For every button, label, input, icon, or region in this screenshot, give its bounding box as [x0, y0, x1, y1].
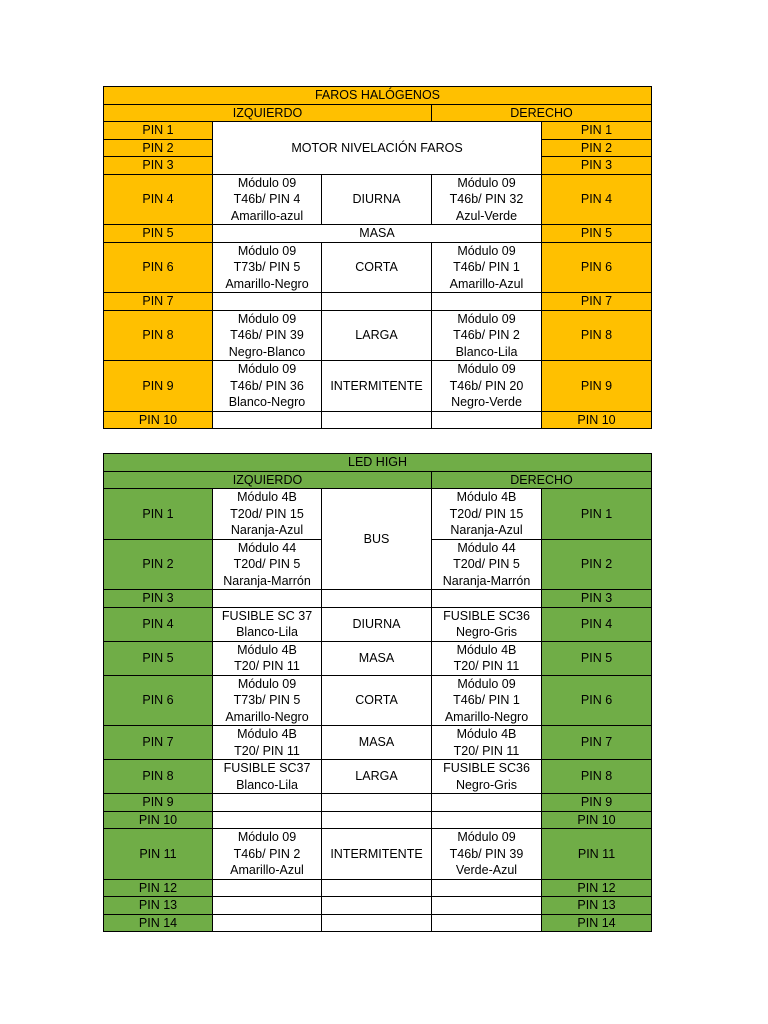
function-label: MASA	[322, 726, 432, 760]
right-wire: Módulo 09 T46b/ PIN 39 Verde-Azul	[432, 829, 542, 880]
pin-right: PIN 9	[542, 361, 652, 412]
pin-left: PIN 1	[104, 122, 213, 140]
pin-right: PIN 8	[542, 310, 652, 361]
empty-cell	[322, 897, 432, 915]
pin-left: PIN 8	[104, 760, 213, 794]
right-wire: Módulo 09 T46b/ PIN 20 Negro-Verde	[432, 361, 542, 412]
pin-right: PIN 3	[542, 590, 652, 608]
right-wire: Módulo 09 T46b/ PIN 1 Amarillo-Azul	[432, 242, 542, 293]
function-label: LARGA	[322, 310, 432, 361]
table-title: LED HIGH	[104, 454, 652, 472]
pin-left: PIN 9	[104, 361, 213, 412]
function-label: INTERMITENTE	[322, 361, 432, 412]
pin-left: PIN 12	[104, 879, 213, 897]
function-label: CORTA	[322, 242, 432, 293]
pin-left: PIN 5	[104, 641, 213, 675]
right-wire: Módulo 4B T20/ PIN 11	[432, 726, 542, 760]
function-label: LARGA	[322, 760, 432, 794]
pin-right: PIN 5	[542, 225, 652, 243]
pin-left: PIN 2	[104, 539, 213, 590]
empty-cell	[322, 879, 432, 897]
left-wire: Módulo 4B T20/ PIN 11	[213, 641, 322, 675]
empty-cell	[322, 293, 432, 311]
empty-cell	[432, 879, 542, 897]
table-title: FAROS HALÓGENOS	[104, 87, 652, 105]
left-wire: FUSIBLE SC 37 Blanco-Lila	[213, 607, 322, 641]
right-wire: Módulo 09 T46b/ PIN 32 Azul-Verde	[432, 174, 542, 225]
pin-right: PIN 1	[542, 489, 652, 540]
pin-right: PIN 14	[542, 914, 652, 932]
empty-cell	[322, 914, 432, 932]
empty-cell	[432, 897, 542, 915]
pin-left: PIN 14	[104, 914, 213, 932]
right-side-label: DERECHO	[432, 471, 652, 489]
pin-right: PIN 4	[542, 607, 652, 641]
left-wire: Módulo 09 T46b/ PIN 2 Amarillo-Azul	[213, 829, 322, 880]
empty-cell	[432, 811, 542, 829]
pin-right: PIN 7	[542, 293, 652, 311]
pin-right: PIN 5	[542, 641, 652, 675]
empty-cell	[213, 879, 322, 897]
left-wire: Módulo 4B T20/ PIN 11	[213, 726, 322, 760]
empty-cell	[432, 794, 542, 812]
pin-left: PIN 4	[104, 607, 213, 641]
function-label: INTERMITENTE	[322, 829, 432, 880]
function-label: DIURNA	[322, 607, 432, 641]
led-high-pin-table	[103, 453, 652, 932]
empty-cell	[213, 897, 322, 915]
bus-label: BUS	[322, 489, 432, 590]
pin-left: PIN 6	[104, 675, 213, 726]
pin-left: PIN 6	[104, 242, 213, 293]
pin-left: PIN 8	[104, 310, 213, 361]
left-wire: Módulo 09 T73b/ PIN 5 Amarillo-Negro	[213, 675, 322, 726]
left-wire: Módulo 09 T46b/ PIN 36 Blanco-Negro	[213, 361, 322, 412]
pin-right: PIN 12	[542, 879, 652, 897]
pin-left: PIN 3	[104, 157, 213, 175]
empty-cell	[432, 411, 542, 429]
pin-left: PIN 7	[104, 293, 213, 311]
empty-cell	[213, 914, 322, 932]
left-wire: Módulo 09 T73b/ PIN 5 Amarillo-Negro	[213, 242, 322, 293]
empty-cell	[322, 811, 432, 829]
left-wire: FUSIBLE SC37 Blanco-Lila	[213, 760, 322, 794]
pin-left: PIN 10	[104, 411, 213, 429]
empty-cell	[213, 293, 322, 311]
right-wire: Módulo 09 T46b/ PIN 1 Amarillo-Negro	[432, 675, 542, 726]
empty-cell	[322, 411, 432, 429]
function-label: CORTA	[322, 675, 432, 726]
pin-left: PIN 13	[104, 897, 213, 915]
left-side-label: IZQUIERDO	[104, 471, 432, 489]
pin-right: PIN 6	[542, 242, 652, 293]
empty-cell	[432, 293, 542, 311]
right-wire: Módulo 09 T46b/ PIN 2 Blanco-Lila	[432, 310, 542, 361]
empty-cell	[322, 590, 432, 608]
pin-right: PIN 10	[542, 411, 652, 429]
left-side-label: IZQUIERDO	[104, 104, 432, 122]
left-wire: Módulo 09 T46b/ PIN 4 Amarillo-azul	[213, 174, 322, 225]
pin-left: PIN 2	[104, 139, 213, 157]
right-wire: Módulo 4B T20d/ PIN 15 Naranja-Azul	[432, 489, 542, 540]
right-side-label: DERECHO	[432, 104, 652, 122]
pin-left: PIN 9	[104, 794, 213, 812]
pin-right: PIN 4	[542, 174, 652, 225]
empty-cell	[213, 590, 322, 608]
pin-left: PIN 3	[104, 590, 213, 608]
function-label: DIURNA	[322, 174, 432, 225]
left-wire: Módulo 44 T20d/ PIN 5 Naranja-Marrón	[213, 539, 322, 590]
right-wire: FUSIBLE SC36 Negro-Gris	[432, 760, 542, 794]
left-wire: Módulo 4B T20d/ PIN 15 Naranja-Azul	[213, 489, 322, 540]
pin-right: PIN 2	[542, 539, 652, 590]
empty-cell	[432, 914, 542, 932]
function-label: MASA	[322, 641, 432, 675]
function-label: MASA	[213, 225, 542, 243]
pin-right: PIN 8	[542, 760, 652, 794]
pin-left: PIN 4	[104, 174, 213, 225]
pin-right: PIN 10	[542, 811, 652, 829]
left-wire: Módulo 09 T46b/ PIN 39 Negro-Blanco	[213, 310, 322, 361]
right-wire: Módulo 4B T20/ PIN 11	[432, 641, 542, 675]
empty-cell	[322, 794, 432, 812]
right-wire: Módulo 44 T20d/ PIN 5 Naranja-Marrón	[432, 539, 542, 590]
pin-left: PIN 11	[104, 829, 213, 880]
empty-cell	[213, 811, 322, 829]
pin-right: PIN 6	[542, 675, 652, 726]
pin-right: PIN 1	[542, 122, 652, 140]
pin-right: PIN 7	[542, 726, 652, 760]
pin-right: PIN 13	[542, 897, 652, 915]
right-wire: FUSIBLE SC36 Negro-Gris	[432, 607, 542, 641]
pin-right: PIN 9	[542, 794, 652, 812]
pin-right: PIN 3	[542, 157, 652, 175]
empty-cell	[432, 590, 542, 608]
pin-right: PIN 11	[542, 829, 652, 880]
pin-right: PIN 2	[542, 139, 652, 157]
empty-cell	[213, 794, 322, 812]
pin-left: PIN 5	[104, 225, 213, 243]
motor-label: MOTOR NIVELACIÓN FAROS	[213, 122, 542, 175]
halogen-pin-table	[103, 86, 652, 429]
pin-left: PIN 10	[104, 811, 213, 829]
empty-cell	[213, 411, 322, 429]
pin-left: PIN 1	[104, 489, 213, 540]
pin-left: PIN 7	[104, 726, 213, 760]
